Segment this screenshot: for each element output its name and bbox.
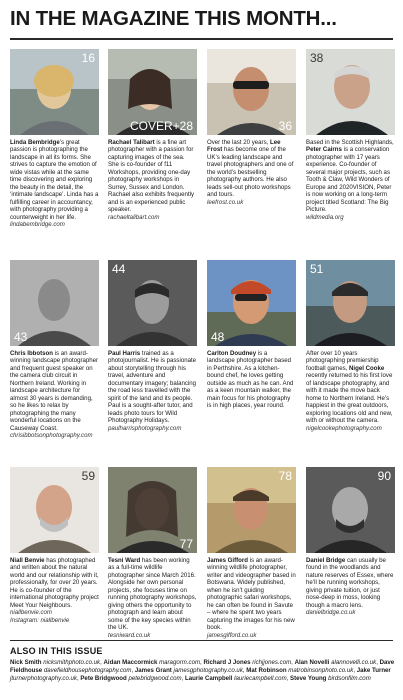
contributor-name: Rachael Talibart	[108, 139, 155, 146]
contributor-card	[306, 467, 395, 617]
contributor-card	[207, 467, 296, 639]
contributor-name: Paul Harris	[108, 350, 141, 357]
credit-url[interactable]: maragorm.com	[159, 659, 201, 666]
contributor-photo	[10, 467, 99, 553]
contributor-bio: James Gifford is an award-winning wildlife photographer, writer and videographer based in Botswana. Widely published, when he isn’t guiding photographic safari workshops, he can often be found in Savute – where he spent two years capturing the images for his new book. jamesgifford.co.uk	[207, 557, 296, 639]
contributor-bio: Rachael Talibart is a fine art photographer with a passion for capturing images of the sea. She is co-founder of f11 Workshops, providing one-day photography workshops in Surrey, Sussex and London. Rachael also exhibits frequently and is an experienced public speaker. rachaeltalibart.com	[108, 139, 197, 221]
contributor-bio: Over the last 20 years, Lee Frost has become one of the UK’s leading landscape and travel photographers and one of the world’s bestselling photography authors. He also leads sell-out photo workshops and tours. leefrost.co.uk	[207, 139, 296, 206]
credit-url[interactable]: matrobinsonphoto.co.uk	[288, 667, 354, 674]
contributor-name: Daniel Bridge	[306, 557, 346, 564]
page-number: 48	[211, 330, 225, 344]
page-title: IN THE MAGAZINE THIS MONTH...	[10, 7, 337, 30]
credit-item: Pete Bridgwood petebridgwood.com,	[80, 675, 186, 682]
credit-url[interactable]: jturnerphotography.co.uk	[10, 675, 77, 682]
contributor-photo	[207, 467, 296, 553]
contributor-bio: Linda Bembridge’s great passion is photographing the landscape in all its forms. She strives to capture the emotion of wide vistas while at the same time discovering and exploring the beauty in the detail, the ‘intimate landscape’. Linda has a fulfilling career in accountancy, with photography providing a counterweight in her life. lindabembridge.com	[10, 139, 99, 228]
credit-url[interactable]: birdsonfilm.com	[328, 675, 371, 682]
contributor-card	[108, 260, 197, 432]
credit-item: Alan Novelli alannovelli.co.uk,	[294, 659, 380, 666]
contributor-photo	[306, 467, 395, 553]
contributor-photo	[207, 49, 296, 135]
credit-item: Mat Robinson matrobinsonphoto.co.uk,	[246, 667, 357, 674]
contributor-name: Carlton Doudney	[207, 350, 257, 357]
contributor-bio: Paul Harris trained as a photojournalist. He is passionate about storytelling through his travel, adventure and documentary imagery; balancing the road less travelled with the spirit of the land and its people. Paul is a sought-after tutor, and leads photo tours for Wild Photography Holidays. paulharrisphotography.com	[108, 350, 197, 432]
top-rule	[10, 38, 393, 40]
contributor-url[interactable]: nigelcookephotography.com	[306, 424, 382, 432]
contributor-name: James Gifford	[207, 557, 248, 564]
contributor-photo	[207, 260, 296, 346]
contributor-photo	[306, 49, 395, 135]
credit-url[interactable]: davefieldhousephotography.com	[43, 667, 132, 674]
contributor-url[interactable]: niallbenvie.com	[10, 609, 53, 617]
contributor-bio: After over 10 years photographing premiership football games, Nigel Cooke recently returned to his first love of landscape photography, and with it made the move back home to Northern Ireland. He’s happiest in the great outdoors, exploring locations old and new, with or without the camera. nigelcookephotography.com	[306, 350, 395, 432]
contributor-photo	[306, 260, 395, 346]
also-credits	[10, 659, 396, 683]
contributor-photo	[108, 260, 197, 346]
contributor-card	[10, 260, 99, 439]
contributor-card	[10, 49, 99, 228]
contributor-name: Tesni Ward	[108, 557, 141, 564]
contributor-bio: Niall Benvie has photographed and written about the natural world and our relationship with it, professionally, for over 20 years. He is co-founder of the international photography project Meet Your Neighbours. niallbenvie.com Instagram: niallbenvie	[10, 557, 99, 624]
page-number: 77	[179, 537, 193, 551]
page-number: 36	[278, 119, 292, 133]
credit-url[interactable]: petebridgwood.com	[128, 675, 182, 682]
contributor-photo	[10, 260, 99, 346]
contributor-card	[306, 260, 395, 432]
contributor-bio: Carlton Doudney is a landscape photographer based in Perthshire. As a kitchen-bound chef, he loves getting outside as much as he can. And as a keen mountain walker, the main focus for his photography is in high places, year round.	[207, 350, 294, 410]
contributor-url[interactable]: tesniward.co.uk	[108, 631, 151, 639]
contributor-name: Peter Cairns	[306, 146, 342, 154]
page-number: 78	[278, 469, 292, 483]
contributor-url[interactable]: chrisibbotsonphotography.com	[10, 431, 93, 439]
credit-item: Dave Fieldhouse davefieldhousephotography.com,	[10, 659, 395, 674]
credit-item: Aidan Maccormick maragorm.com,	[103, 659, 204, 666]
page-number: 51	[310, 262, 324, 276]
section-rule	[10, 640, 393, 641]
contributor-bio: Chris Ibbotson is an award-winning landscape photographer and frequent guest speaker on the camera club circuit in Northern Ireland. Working in landscape architecture for almost 30 years is demanding, so he likes to relax by photographing the many wonderful locations on the Causeway Coast. chrisibbotsonphotography.com	[10, 350, 99, 439]
page-number: COVER+28	[129, 119, 193, 133]
page-number: 90	[377, 469, 391, 483]
credit-url[interactable]: lauriecampbell.com	[234, 675, 287, 682]
credit-item: Richard J Jones richjjones.com,	[203, 659, 295, 666]
contributor-card	[207, 49, 296, 206]
contributor-url[interactable]: paulharrisphotography.com	[108, 424, 182, 432]
contributor-url[interactable]: danielbridge.co.uk	[306, 609, 356, 617]
page-number: 43	[14, 330, 28, 344]
contributor-url[interactable]: jamesgifford.co.uk	[207, 631, 257, 639]
contributor-bio: Tesni Ward has been working as a full-time wildlife photographer since March 2016. Alongside her own personal projects, she focuses time on running photography workshops, giving others the opportunity to photograph and learn about some of the key species within the UK. tesniward.co.uk	[108, 557, 197, 639]
contributor-card	[108, 467, 197, 639]
page-number: 44	[112, 262, 126, 276]
contributors-grid	[10, 49, 395, 639]
contributor-card	[306, 49, 395, 221]
contributor-card	[207, 260, 296, 410]
contributor-photo	[108, 49, 197, 135]
contributor-url[interactable]: wildmedia.org	[306, 213, 344, 221]
credit-item: Steve Young birdsonfilm.com	[290, 675, 371, 682]
credit-item: Nick Smith nicksmithphoto.co.uk,	[10, 659, 104, 666]
contributor-url[interactable]: lindabembridge.com	[10, 220, 65, 228]
contributor-name: Nigel Cooke	[349, 364, 385, 372]
contributor-url[interactable]: leefrost.co.uk	[207, 198, 244, 206]
credit-url[interactable]: jamesgphotography.co.uk	[173, 667, 243, 674]
page-number: 16	[81, 51, 95, 65]
credit-url[interactable]: richjjones.com	[252, 659, 292, 666]
contributor-name: Chris Ibbotson	[10, 350, 53, 357]
credit-url[interactable]: alannovelli.co.uk	[331, 659, 377, 666]
contributor-name: Niall Benvie	[10, 557, 45, 564]
credit-url[interactable]: nicksmithphoto.co.uk	[43, 659, 101, 666]
contributor-card	[108, 49, 197, 221]
contributor-bio: Based in the Scottish Highlands, Peter Cairns is a conservation photographer with 17 years experience. Co-founder of several major projects, such as Tooth & Claw, Wild Wonders of Europe and 2020VISION, Peter is now working on a long-term project titled Scotland: The Big Picture. wildmedia.org	[306, 139, 394, 221]
also-heading: ALSO IN THIS ISSUE	[10, 646, 103, 656]
contributor-bio: Daniel Bridge can usually be found in the woodlands and nature reserves of Essex, where he’ll be running workshops, giving private tuition, or just nose-deep in moss, looking though a macro lens. danielbridge.co.uk	[306, 557, 394, 617]
contributor-name: Lee Frost	[207, 139, 281, 154]
page-number: 38	[310, 51, 324, 65]
credit-item: Jake Turner jturnerphotography.co.uk,	[10, 667, 391, 682]
contributor-instagram[interactable]: Instagram: niallbenvie	[10, 616, 70, 624]
contributor-photo	[108, 467, 197, 553]
contributor-url[interactable]: rachaeltalibart.com	[108, 213, 160, 221]
credit-item: Laurie Campbell lauriecampbell.com,	[185, 675, 291, 682]
contributor-card	[10, 467, 99, 624]
contributor-photo	[10, 49, 99, 135]
page-number: 59	[81, 469, 95, 483]
credit-item: James Grant jamesgphotography.co.uk,	[134, 667, 247, 674]
contributor-name: Linda Bembridge	[10, 139, 60, 146]
